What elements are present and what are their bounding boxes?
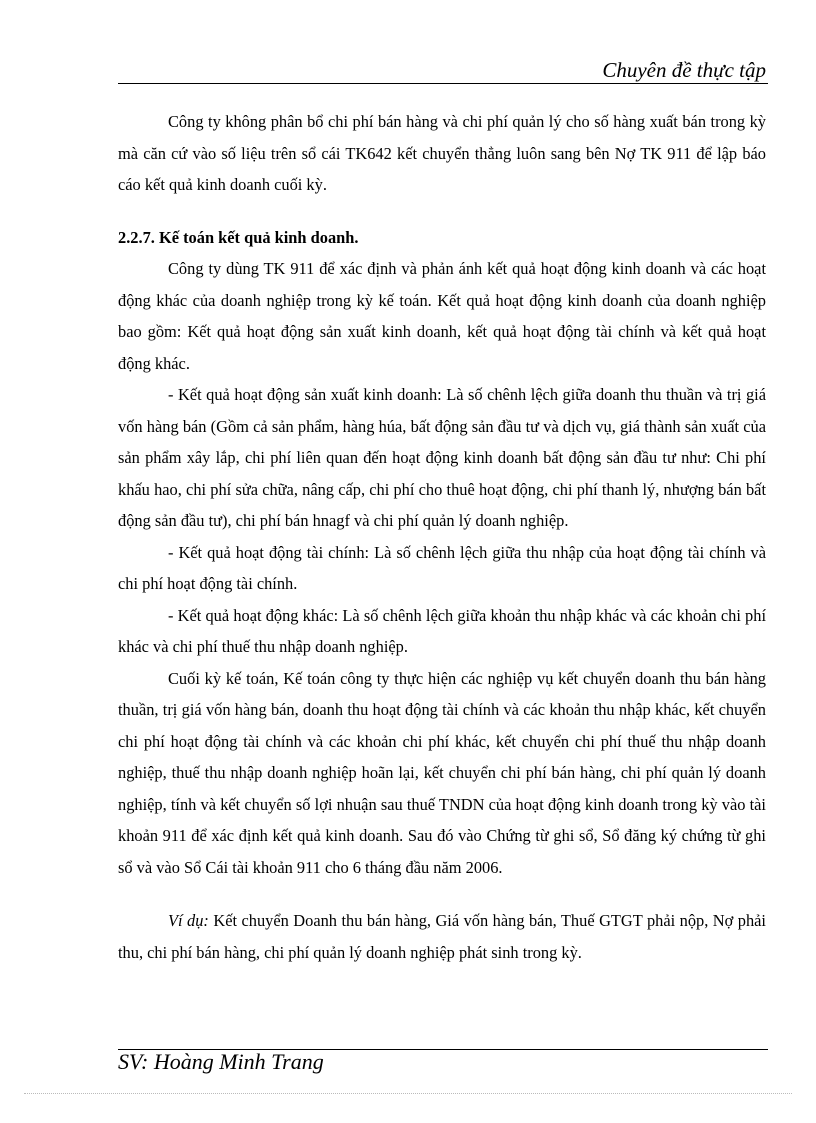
footer-student-name: SV: Hoàng Minh Trang [118,1049,324,1074]
paragraph-tk911: Công ty dùng TK 911 để xác định và phản ánh kết quả hoạt động kinh doanh và các hoạt động khác của doanh nghiệp trong kỳ kế toán. Kết quả hoạt động kinh doanh của doanh nghiệp bao gồm: Kết quả hoạt động sản xuất kinh doanh, kết quả hoạt động tài chính và kết quả hoạt động khác. [118,259,766,373]
example-text: Kết chuyển Doanh thu bán hàng, Giá vốn hàng bán, Thuế GTGT phải nộp, Nợ phải thu, chi phí bán hàng, chi phí quản lý doanh nghiệp phát sinh trong kỳ. [118,911,766,962]
paragraph-other-result: - Kết quả hoạt động khác: Là số chênh lệch giữa khoản thu nhập khác và các khoản chi phí khác và chi phí thuế thu nhập doanh nghiệp. [118,605,766,656]
header-title: Chuyên đề thực tập [602,58,766,82]
example-label: Ví dụ: [168,911,209,930]
paragraph-example [118,905,766,968]
page-edge-dotted-line [24,1093,792,1094]
section-heading: 2.2.7. Kế toán kết quả kinh doanh. [118,227,359,247]
paragraph-period-end: Cuối kỳ kế toán, Kế toán công ty thực hiện các nghiệp vụ kết chuyển doanh thu bán hàng thuần, trị giá vốn hàng bán, doanh thu hoạt động tài chính và các khoản thu nhập khác, kết chuyển chi phí hoạt động tài chính và các khoản chi phí khác, kết chuyển chi phí thuế thu nhập doanh nghiệp, thuế thu nhập doanh nghiệp hoãn lại, kết chuyển chi phí bán hàng, chi phí quản lý doanh nghiệp, tính và kết chuyển số lợi nhuận sau thuế TNDN của hoạt động kinh doanh trong kỳ vào tài khoản 911 để xác định kết quả kinh doanh. Sau đó vào Chứng từ ghi sổ, Sổ đăng ký chứng từ ghi sổ và vào Sổ Cái tài khoản 911 cho 6 tháng đầu năm 2006. [118,668,766,877]
document-body [118,106,766,968]
paragraph-financial-result: - Kết quả hoạt động tài chính: Là số chênh lệch giữa thu nhập của hoạt động tài chính và chi phí hoạt động tài chính. [118,542,766,593]
paragraph-allocation: Công ty không phân bổ chi phí bán hàng và chi phí quản lý cho số hàng xuất bán trong kỳ mà căn cứ vào số liệu trên sổ cái TK642 kết chuyển thẳng luôn sang bên Nợ TK 911 để lập báo cáo kết quả kinh doanh cuối kỳ. [118,112,766,194]
paragraph-business-result: - Kết quả hoạt động sản xuất kinh doanh: Là số chênh lệch giữa doanh thu thuần và trị giá vốn hàng bán (Gồm cả sản phẩm, hàng húa, bất động sản đầu tư và dịch vụ, giá thành sản xuất của sản phẩm xây lắp, chi phí liên quan đến hoạt động kinh doanh bất động sản đầu tư như: Chi phí khấu hao, chi phí sửa chữa, nâng cấp, chi phí cho thuê hoạt động, chi phí thanh lý, nhượng bán bất động sản đầu tư), chi phí bán hnagf và chi phí quản lý doanh nghiệp. [118,385,766,530]
header-divider [118,83,768,84]
